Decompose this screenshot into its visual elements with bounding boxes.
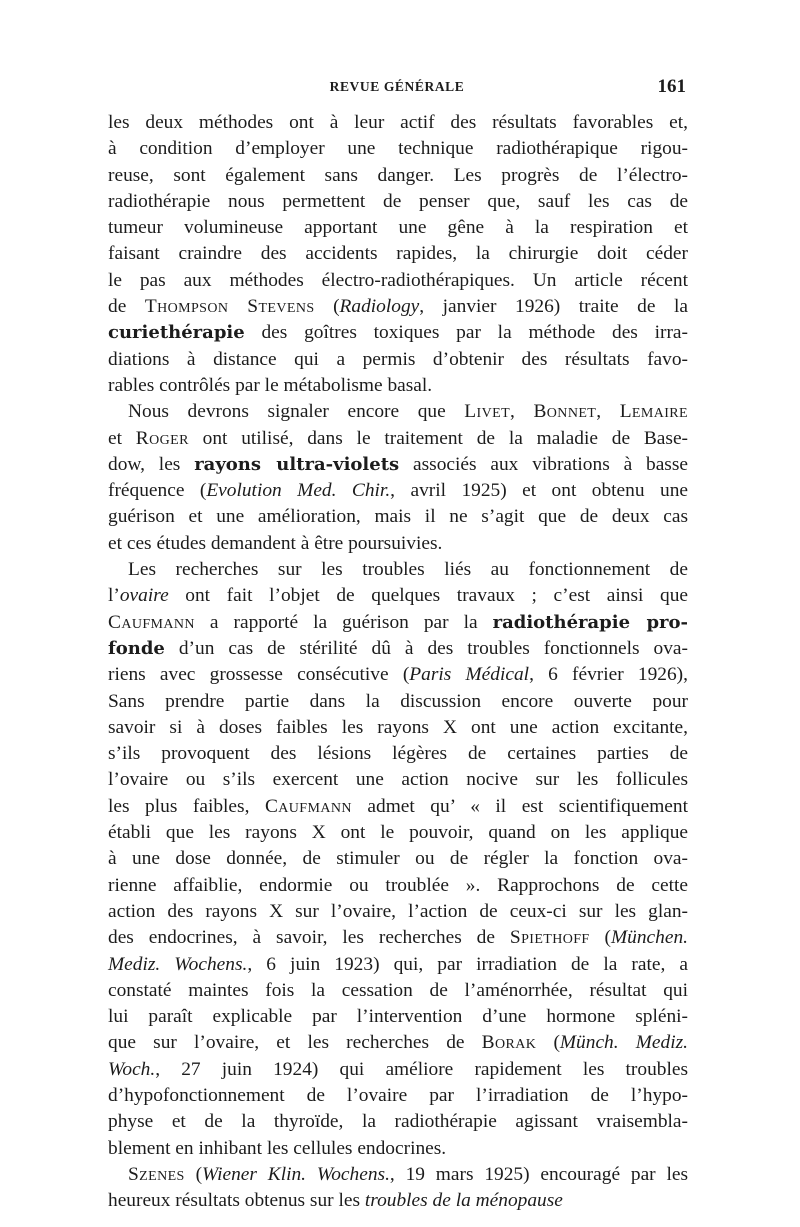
- text-run: à condition d’employer une technique radiothérapique rigou-: [108, 138, 688, 160]
- text-run: reuse, sont également sans danger. Les progrès de l’électro-: [108, 164, 688, 186]
- running-title: REVUE GÉNÉRALE: [329, 79, 465, 94]
- text-line: [108, 452, 688, 478]
- text-run-it: troubles de la ménopause: [364, 1190, 563, 1212]
- text-run: , avril 1925) et ont obtenu une: [390, 480, 688, 502]
- text-run: , 6 février 1926),: [529, 664, 688, 686]
- text-run: (: [589, 927, 611, 949]
- text-line: [108, 899, 688, 925]
- text-run: ont fait l’objet de quelques travaux ; c’est ainsi que: [168, 585, 688, 607]
- text-line: [108, 820, 688, 846]
- text-line: [108, 689, 688, 715]
- text-run-it: Evolution Med. Chir.: [206, 480, 391, 502]
- text-line: [108, 320, 688, 346]
- text-line: [108, 373, 688, 399]
- text-run: que sur l’ovaire, et les recherches de: [108, 1032, 482, 1054]
- text-run: action des rayons X sur l’ovaire, l’action de ceux-ci sur les glan-: [108, 900, 688, 922]
- text-run-sc: Caufmann: [264, 795, 352, 817]
- text-run: de: [108, 296, 145, 318]
- text-run-it: Woch.: [108, 1058, 156, 1080]
- body-text: [108, 110, 688, 1214]
- text-run: tumeur volumineuse apportant une gêne à la respiration et: [108, 217, 688, 239]
- text-run-it: Radiology: [339, 296, 420, 318]
- text-line: [108, 1136, 688, 1162]
- text-run-sc: Szenes: [128, 1163, 185, 1185]
- text-run: constaté maintes fois la cessation de l’aménorrhée, résultat qui: [108, 979, 688, 1001]
- text-run-sc: Bonnet: [533, 401, 597, 423]
- text-line: [108, 1057, 688, 1083]
- text-run-bd: rayons ultra-violets: [194, 453, 400, 475]
- text-run: d’hypofonctionnement de l’ovaire par l’irradiation de l’hypo-: [108, 1084, 688, 1106]
- text-run: savoir si à doses faibles les rayons X ont une action excitante,: [108, 716, 688, 738]
- text-line: [108, 504, 688, 530]
- text-line: [108, 110, 688, 136]
- text-line: [108, 952, 688, 978]
- text-run: d’un cas de stérilité dû à des troubles fonctionnels ova-: [164, 637, 688, 659]
- text-run: physe et de la thyroïde, la radiothérapie agissant vraisembla-: [108, 1111, 688, 1133]
- text-line: [108, 1109, 688, 1135]
- text-run: admet qu’ « il est scientifiquement: [351, 795, 688, 817]
- text-run-sc: Spiethoff: [509, 927, 590, 949]
- text-run-it: München.: [611, 927, 688, 949]
- text-run: Sans prendre partie dans la discussion encore ouverte pour: [108, 690, 688, 712]
- text-line: [108, 163, 688, 189]
- text-run: , janvier 1926) traite de la: [419, 296, 688, 318]
- text-line: [108, 215, 688, 241]
- text-run: l’: [108, 585, 120, 607]
- text-run-it: Münch. Mediz.: [559, 1032, 688, 1054]
- running-head: [108, 76, 686, 99]
- text-line: [108, 478, 688, 504]
- text-run-bd: radiothérapie pro-: [492, 611, 689, 633]
- text-run: faisant craindre des accidents rapides, la chirurgie doit céder: [108, 243, 688, 265]
- text-line: [108, 767, 688, 793]
- text-run: ,: [596, 401, 620, 423]
- text-run-sc: Roger: [135, 427, 189, 449]
- text-run-it: Wiener Klin. Wochens.: [202, 1163, 390, 1185]
- text-run-it: Paris Médical: [409, 664, 530, 686]
- text-run: l’ovaire ou s’ils exercent une action nocive sur les follicules: [108, 769, 688, 791]
- text-line: [108, 426, 688, 452]
- text-run: établi que les rayons X ont le pouvoir, quand on les applique: [108, 822, 688, 844]
- text-run-sc: Lemaire: [619, 401, 688, 423]
- text-run: à une dose donnée, de stimuler ou de régler la fonction ova-: [108, 848, 688, 870]
- text-line: [108, 583, 688, 609]
- text-run: associés aux vibrations à basse: [399, 453, 689, 475]
- text-run: (: [314, 296, 340, 318]
- text-line: [108, 925, 688, 951]
- text-run: Les recherches sur les troubles liés au fonctionnement de: [128, 559, 688, 581]
- page-number: 161: [657, 76, 686, 97]
- text-run: des endocrines, à savoir, les recherches de: [108, 927, 510, 949]
- text-run: ont utilisé, dans le traitement de la maladie de Base-: [188, 427, 689, 449]
- text-line: [108, 1162, 688, 1188]
- text-line: [108, 557, 688, 583]
- text-run: , 19 mars 1925) encouragé par les: [389, 1163, 688, 1185]
- text-line: [108, 636, 688, 662]
- text-run: les plus faibles,: [108, 795, 265, 817]
- text-line: [108, 399, 688, 425]
- text-run-sc: Caufmann: [108, 611, 195, 633]
- text-run: lui paraît explicable par l’intervention d’une hormone spléni-: [108, 1006, 688, 1028]
- text-line: [108, 531, 688, 557]
- text-run-it: ovaire: [119, 585, 169, 607]
- text-line: [108, 1030, 688, 1056]
- text-run: a rapporté la guérison par la: [194, 611, 493, 633]
- text-run: dow, les: [108, 453, 195, 475]
- text-run-it: Mediz. Wochens.: [108, 953, 248, 975]
- text-run: et ces études demandent à être poursuivies.: [108, 532, 443, 554]
- text-line: [108, 873, 688, 899]
- text-line: [108, 794, 688, 820]
- text-run: rienne affaiblie, endormie ou troublée ». Rapprochons de cette: [108, 874, 688, 896]
- text-line: [108, 189, 688, 215]
- text-run: Nous devrons signaler encore que: [128, 401, 465, 423]
- text-run: riens avec grossesse consécutive (: [108, 664, 410, 686]
- text-run: guérison et une amélioration, mais il ne s’agit que de deux cas: [108, 506, 688, 528]
- text-run: le pas aux méthodes électro-radiothérapiques. Un article récent: [108, 269, 688, 291]
- text-run-sc: Thompson Stevens: [144, 296, 315, 318]
- text-line: [108, 241, 688, 267]
- text-run: , 27 juin 1924) qui améliore rapidement les troubles: [155, 1058, 688, 1080]
- text-line: [108, 294, 688, 320]
- text-run-sc: Borak: [481, 1032, 537, 1054]
- text-run: les deux méthodes ont à leur actif des résultats favorables et,: [108, 112, 688, 133]
- text-run: fréquence (: [108, 480, 207, 502]
- text-line: [108, 715, 688, 741]
- text-run: (: [184, 1163, 203, 1185]
- text-line: [108, 268, 688, 294]
- text-line: [108, 1188, 688, 1214]
- text-run: diations à distance qui a permis d’obtenir des résultats favo-: [108, 348, 688, 370]
- text-run: blement en inhibant les cellules endocrines.: [108, 1137, 447, 1159]
- text-run: , 6 juin 1923) qui, par irradiation de la rate, a: [247, 953, 688, 975]
- text-run: radiothérapie nous permettent de penser que, sauf les cas de: [108, 190, 688, 212]
- text-run-bd: curiethérapie: [108, 322, 245, 344]
- text-run: (: [536, 1032, 560, 1054]
- text-run: rables contrôlés par le métabolisme basal.: [108, 374, 433, 396]
- text-run-bd: fonde: [108, 637, 165, 659]
- text-run-sc: Livet: [464, 401, 511, 423]
- text-line: [108, 1004, 688, 1030]
- text-line: [108, 347, 688, 373]
- text-run: heureux résultats obtenus sur les: [108, 1190, 365, 1212]
- text-line: [108, 610, 688, 636]
- text-line: [108, 662, 688, 688]
- text-line: [108, 978, 688, 1004]
- text-run: ,: [510, 401, 534, 423]
- text-line: [108, 136, 688, 162]
- text-run: et: [108, 427, 136, 449]
- text-line: [108, 1083, 688, 1109]
- text-run: des goîtres toxiques par la méthode des irra-: [244, 322, 688, 344]
- text-line: [108, 846, 688, 872]
- text-run: s’ils provoquent des lésions légères de certaines parties de: [108, 743, 688, 765]
- text-line: [108, 741, 688, 767]
